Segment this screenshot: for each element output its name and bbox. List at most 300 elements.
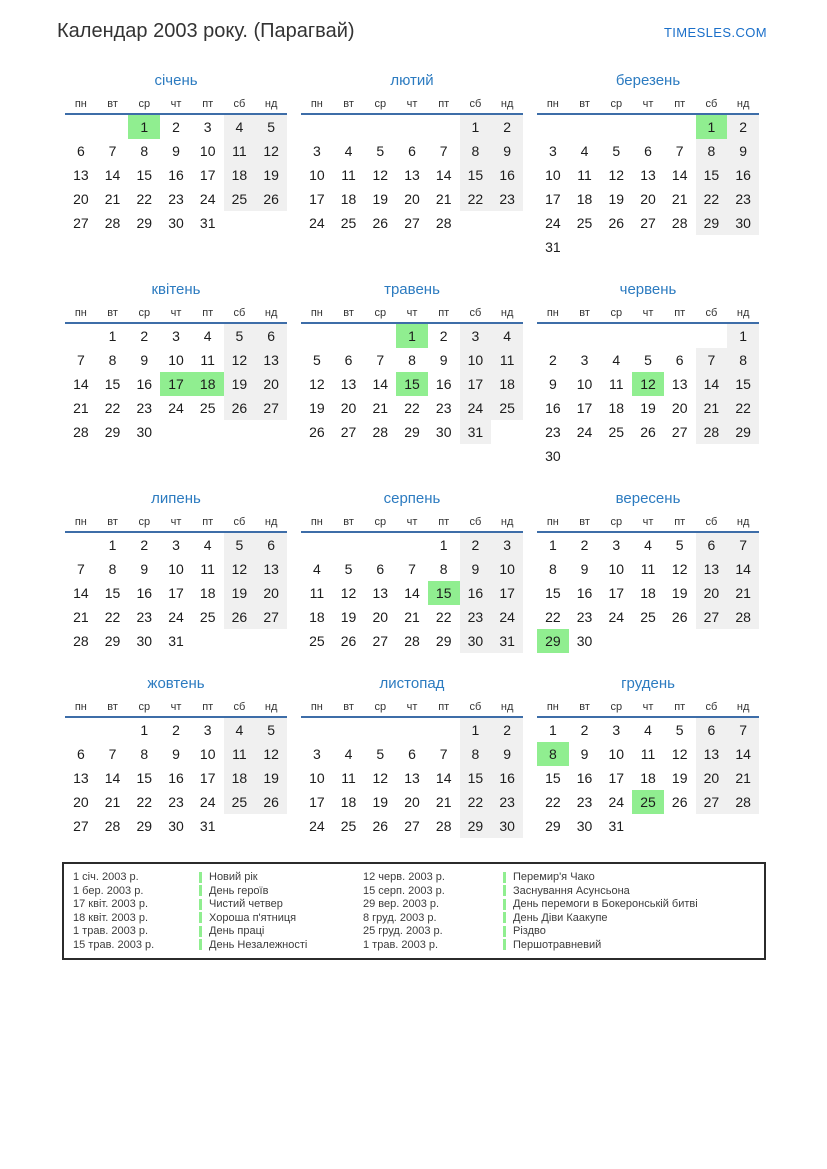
week-row xyxy=(537,790,759,814)
week-row xyxy=(537,420,759,444)
empty-day-cell xyxy=(664,324,696,348)
day-cell: 5 xyxy=(312,352,321,368)
weekday-label: пт xyxy=(674,516,686,528)
day-cell: 1 xyxy=(108,537,117,553)
day-cell: 14 xyxy=(73,376,89,392)
day-cell: 23 xyxy=(460,605,492,629)
day-cell: 11 xyxy=(609,376,624,392)
month-title-березень[interactable]: березень xyxy=(615,72,681,89)
day-cell: 30 xyxy=(136,633,153,649)
day-cell: 21 xyxy=(104,191,121,207)
week-row xyxy=(65,372,287,396)
day-cell: 15 xyxy=(460,163,492,187)
holiday-date: 1 трав. 2003 р. xyxy=(363,938,439,951)
day-cell: 6 xyxy=(376,561,385,577)
day-cell: 3 xyxy=(612,537,621,553)
holiday-date: 15 серп. 2003 р. xyxy=(363,884,445,897)
empty-day-cell xyxy=(569,324,601,348)
day-cell: 25 xyxy=(224,187,256,211)
weekday-label: вт xyxy=(107,516,118,528)
week-row xyxy=(65,605,287,629)
day-cell: 8 xyxy=(408,352,416,368)
day-cell: 11 xyxy=(224,139,256,163)
day-cell: 12 xyxy=(340,585,357,601)
day-cell: 6 xyxy=(76,143,85,159)
day-cell: 14 xyxy=(435,770,452,786)
day-cell: 13 xyxy=(404,167,420,183)
week-row xyxy=(65,790,287,814)
day-cell: 18 xyxy=(224,766,256,790)
day-cell: 13 xyxy=(696,742,728,766)
day-cell: 16 xyxy=(491,163,523,187)
day-cell: 1 xyxy=(548,722,557,738)
weekday-label: нд xyxy=(736,516,750,528)
weekday-label: чт xyxy=(406,307,418,319)
empty-day-cell xyxy=(428,115,460,139)
day-cell: 1 xyxy=(460,115,492,139)
month-block-червень xyxy=(537,281,759,468)
day-cell: 17 xyxy=(199,167,216,183)
day-cell: 17 xyxy=(309,794,325,810)
day-cell: 5 xyxy=(675,722,684,738)
weekday-label: вт xyxy=(343,516,354,528)
day-cell: 27 xyxy=(73,215,89,231)
holiday-date: 18 квіт. 2003 р. xyxy=(73,911,149,924)
empty-day-cell xyxy=(632,324,664,348)
empty-day-cell xyxy=(632,444,664,468)
week-row xyxy=(537,581,759,605)
holiday-tick-icon xyxy=(199,939,202,950)
holiday-date: 1 бер. 2003 р. xyxy=(73,884,144,897)
day-cell: 30 xyxy=(545,448,561,464)
week-row xyxy=(65,814,287,838)
weekday-label: сб xyxy=(469,701,482,713)
day-cell: 28 xyxy=(696,420,728,444)
week-row xyxy=(301,766,523,790)
day-cell: 28 xyxy=(104,818,121,834)
day-cell: 24 xyxy=(168,400,184,416)
day-cell: 1 xyxy=(108,328,117,344)
day-cell: 29 xyxy=(696,211,728,235)
day-cell: 3 xyxy=(172,328,180,344)
day-cell: 24 xyxy=(608,794,625,810)
week-row xyxy=(537,766,759,790)
day-cell: 4 xyxy=(312,561,321,577)
day-cell: 9 xyxy=(491,742,523,766)
week-row xyxy=(537,814,759,838)
day-cell: 22 xyxy=(460,187,492,211)
weekday-label: вт xyxy=(343,307,354,319)
day-cell: 22 xyxy=(435,609,452,625)
day-cell: 26 xyxy=(309,424,325,440)
weekday-label: ср xyxy=(138,307,151,319)
day-cell: 29 xyxy=(545,818,561,834)
holiday-tick-icon xyxy=(503,926,506,937)
weekday-label: чт xyxy=(170,516,182,528)
day-cell: 12 xyxy=(255,742,287,766)
day-cell: 13 xyxy=(404,770,420,786)
day-cell: 25 xyxy=(199,609,216,625)
day-cell: 7 xyxy=(408,561,416,577)
day-cell: 6 xyxy=(644,143,652,159)
day-cell: 12 xyxy=(224,557,256,581)
day-cell: 22 xyxy=(696,187,728,211)
day-cell: 10 xyxy=(608,746,625,762)
empty-day-cell xyxy=(696,444,728,468)
weekday-label: пт xyxy=(674,701,686,713)
empty-day-cell xyxy=(632,814,664,838)
month-title-грудень[interactable]: грудень xyxy=(621,675,675,692)
site-link[interactable]: TIMESLES.COM xyxy=(663,25,767,40)
day-cell: 18 xyxy=(608,400,625,416)
day-cell: 17 xyxy=(608,585,625,601)
day-cell: 2 xyxy=(140,328,149,344)
empty-day-cell xyxy=(664,115,696,139)
weekday-label: чт xyxy=(642,516,654,528)
day-cell: 22 xyxy=(104,400,121,416)
weekday-label: нд xyxy=(500,98,514,110)
day-cell: 26 xyxy=(372,818,389,834)
day-cell: 16 xyxy=(435,376,452,392)
day-cell: 10 xyxy=(576,376,593,392)
empty-day-cell xyxy=(600,444,632,468)
day-cell: 3 xyxy=(548,143,557,159)
empty-day-cell xyxy=(600,235,632,259)
day-cell: 17 xyxy=(309,191,325,207)
empty-day-cell xyxy=(632,629,664,653)
weekday-label: сб xyxy=(469,98,482,110)
weekday-label: ср xyxy=(374,701,387,713)
day-cell: 27 xyxy=(640,215,656,231)
empty-day-cell xyxy=(224,420,256,444)
day-cell: 29 xyxy=(104,633,121,649)
day-cell: 4 xyxy=(203,328,212,344)
day-cell: 19 xyxy=(309,400,325,416)
day-cell: 16 xyxy=(136,585,153,601)
weekday-label: пн xyxy=(74,701,87,713)
weekday-header-row xyxy=(301,701,523,718)
day-cell: 1 xyxy=(696,115,728,139)
day-cell: 20 xyxy=(372,609,389,625)
day-cell: 6 xyxy=(255,324,287,348)
empty-day-cell xyxy=(97,718,129,742)
empty-day-cell xyxy=(664,629,696,653)
weekday-label: пт xyxy=(674,307,686,319)
weekday-label: пн xyxy=(74,98,87,110)
day-cell: 9 xyxy=(172,143,180,159)
week-row xyxy=(537,444,759,468)
day-cell: 17 xyxy=(545,191,561,207)
holiday-entry xyxy=(199,898,363,911)
day-cell: 12 xyxy=(372,770,389,786)
month-block-березень xyxy=(537,72,759,259)
empty-day-cell xyxy=(664,444,696,468)
day-cell: 4 xyxy=(344,746,353,762)
weekday-label: пн xyxy=(546,98,559,110)
day-cell: 11 xyxy=(200,352,215,368)
week-row xyxy=(301,163,523,187)
weekday-header-row xyxy=(537,98,759,115)
month-title-квітень[interactable]: квітень xyxy=(151,281,201,298)
day-cell: 26 xyxy=(640,424,656,440)
day-cell: 7 xyxy=(439,143,448,159)
day-cell: 19 xyxy=(224,581,256,605)
day-cell: 8 xyxy=(460,139,492,163)
day-cell: 20 xyxy=(73,191,89,207)
day-cell: 29 xyxy=(727,420,759,444)
day-cell: 8 xyxy=(537,742,569,766)
day-cell: 8 xyxy=(439,561,448,577)
weekday-label: сб xyxy=(705,516,718,528)
day-cell: 2 xyxy=(727,115,759,139)
day-cell: 23 xyxy=(576,609,593,625)
week-row xyxy=(301,605,523,629)
empty-day-cell xyxy=(364,115,396,139)
week-row xyxy=(537,718,759,742)
day-cell: 2 xyxy=(491,115,523,139)
day-cell: 17 xyxy=(576,400,593,416)
day-cell: 8 xyxy=(696,139,728,163)
weekday-header-row xyxy=(537,516,759,533)
weekday-label: нд xyxy=(736,98,750,110)
day-cell: 24 xyxy=(608,609,625,625)
day-cell: 4 xyxy=(580,143,589,159)
empty-day-cell xyxy=(428,718,460,742)
day-cell: 1 xyxy=(140,722,149,738)
day-cell: 23 xyxy=(168,191,184,207)
day-cell: 10 xyxy=(545,167,561,183)
day-cell: 21 xyxy=(435,191,452,207)
day-cell: 3 xyxy=(460,324,492,348)
week-row xyxy=(537,742,759,766)
day-cell: 11 xyxy=(640,746,656,762)
week-row xyxy=(537,372,759,396)
day-cell: 10 xyxy=(460,348,492,372)
day-cell: 7 xyxy=(108,143,117,159)
month-title-червень[interactable]: червень xyxy=(619,281,677,298)
month-block-грудень xyxy=(537,675,759,838)
day-cell: 10 xyxy=(168,352,184,368)
day-cell: 7 xyxy=(675,143,684,159)
day-cell: 4 xyxy=(644,722,652,738)
day-cell: 14 xyxy=(696,372,728,396)
day-cell: 3 xyxy=(172,537,180,553)
empty-day-cell xyxy=(600,629,632,653)
holiday-tick-icon xyxy=(199,899,202,910)
day-cell: 20 xyxy=(340,400,357,416)
day-cell: 1 xyxy=(128,115,160,139)
day-cell: 18 xyxy=(340,794,357,810)
day-cell: 26 xyxy=(255,187,287,211)
empty-day-cell xyxy=(301,324,333,348)
day-cell: 12 xyxy=(608,167,625,183)
week-row xyxy=(65,211,287,235)
page-title: Календар 2003 року. (Парагвай) xyxy=(57,20,355,42)
month-title-вересень[interactable]: вересень xyxy=(615,490,681,507)
weekday-label: сб xyxy=(233,516,246,528)
day-cell: 1 xyxy=(460,718,492,742)
month-block-лютий xyxy=(301,72,523,235)
holiday-name-label: Першотравневий xyxy=(513,938,602,951)
day-cell: 24 xyxy=(491,605,523,629)
empty-day-cell xyxy=(537,324,569,348)
day-cell: 3 xyxy=(312,143,321,159)
day-cell: 9 xyxy=(140,352,149,368)
day-cell: 4 xyxy=(644,537,652,553)
day-cell: 20 xyxy=(671,400,688,416)
day-cell: 20 xyxy=(404,794,420,810)
day-cell: 28 xyxy=(404,633,420,649)
weekday-label: пн xyxy=(74,516,87,528)
week-row xyxy=(301,348,523,372)
week-row xyxy=(537,163,759,187)
holiday-date: 1 трав. 2003 р. xyxy=(73,925,149,937)
week-row xyxy=(301,742,523,766)
weekday-label: ср xyxy=(610,701,623,713)
holiday-tick-icon xyxy=(503,899,506,910)
holiday-tick-icon xyxy=(503,872,506,883)
day-cell: 24 xyxy=(199,794,216,810)
weekday-label: нд xyxy=(500,701,514,713)
day-cell: 25 xyxy=(199,400,216,416)
week-row xyxy=(537,557,759,581)
month-block-травень xyxy=(301,281,523,444)
day-cell: 16 xyxy=(545,400,561,416)
month-block-жовтень xyxy=(65,675,287,838)
day-cell: 16 xyxy=(460,581,492,605)
day-cell: 19 xyxy=(671,770,688,786)
day-cell: 9 xyxy=(727,139,759,163)
week-row xyxy=(537,533,759,557)
day-cell: 16 xyxy=(576,770,593,786)
day-cell: 15 xyxy=(545,585,561,601)
month-title-листопад[interactable]: листопад xyxy=(379,675,445,692)
day-cell: 6 xyxy=(696,718,728,742)
empty-day-cell xyxy=(301,533,333,557)
day-cell: 10 xyxy=(168,561,184,577)
weekday-label: ср xyxy=(374,98,387,110)
day-cell: 29 xyxy=(136,215,153,231)
empty-day-cell xyxy=(696,235,728,259)
weekday-label: сб xyxy=(705,701,718,713)
empty-day-cell xyxy=(664,235,696,259)
day-cell: 26 xyxy=(671,794,688,810)
empty-day-cell xyxy=(333,324,365,348)
weekday-label: нд xyxy=(500,307,514,319)
day-cell: 4 xyxy=(344,143,353,159)
day-cell: 9 xyxy=(140,561,149,577)
day-cell: 24 xyxy=(545,215,561,231)
day-cell: 17 xyxy=(199,770,216,786)
day-cell: 27 xyxy=(340,424,357,440)
day-cell: 12 xyxy=(224,348,256,372)
weekday-label: вт xyxy=(579,701,590,713)
day-cell: 4 xyxy=(612,352,621,368)
empty-day-cell xyxy=(569,115,601,139)
holiday-name-label: День Незалежності xyxy=(209,938,308,951)
day-cell: 20 xyxy=(255,581,287,605)
day-cell: 23 xyxy=(136,609,153,625)
day-cell: 13 xyxy=(340,376,357,392)
week-row xyxy=(301,420,523,444)
day-cell: 13 xyxy=(372,585,389,601)
empty-day-cell xyxy=(333,115,365,139)
weekday-label: пт xyxy=(438,307,450,319)
holiday-tick-icon xyxy=(199,872,202,883)
month-title-жовтень[interactable]: жовтень xyxy=(147,675,205,692)
empty-day-cell xyxy=(396,115,428,139)
day-cell: 31 xyxy=(168,633,184,649)
holiday-tick-icon xyxy=(503,939,506,950)
day-cell: 18 xyxy=(576,191,593,207)
weekday-label: пт xyxy=(674,98,686,110)
week-row xyxy=(537,605,759,629)
month-title-січень[interactable]: січень xyxy=(154,72,198,89)
day-cell: 10 xyxy=(199,143,216,159)
day-cell: 26 xyxy=(255,790,287,814)
week-row xyxy=(301,372,523,396)
day-cell: 8 xyxy=(108,352,117,368)
month-block-січень xyxy=(65,72,287,235)
day-cell: 19 xyxy=(671,585,688,601)
day-cell: 15 xyxy=(104,376,121,392)
holiday-entry xyxy=(503,939,755,952)
day-cell: 20 xyxy=(640,191,656,207)
day-cell: 29 xyxy=(537,629,569,653)
weekday-label: пн xyxy=(310,307,323,319)
day-cell: 19 xyxy=(640,400,656,416)
day-cell: 31 xyxy=(608,818,625,834)
weekday-label: вт xyxy=(579,516,590,528)
day-cell: 14 xyxy=(372,376,389,392)
month-title-травень[interactable]: травень xyxy=(384,281,440,298)
week-row xyxy=(65,629,287,653)
month-title-липень[interactable]: липень xyxy=(151,490,201,507)
week-row xyxy=(65,139,287,163)
month-title-серпень[interactable]: серпень xyxy=(383,490,441,507)
day-cell: 7 xyxy=(696,348,728,372)
empty-day-cell xyxy=(537,115,569,139)
weekday-header-row xyxy=(65,516,287,533)
week-row xyxy=(65,163,287,187)
day-cell: 15 xyxy=(136,167,153,183)
day-cell: 30 xyxy=(576,818,593,834)
empty-day-cell xyxy=(600,115,632,139)
weekday-label: вт xyxy=(107,701,118,713)
weekday-label: чт xyxy=(406,516,418,528)
day-cell: 14 xyxy=(104,167,121,183)
weekday-label: ср xyxy=(610,307,623,319)
month-title-лютий[interactable]: лютий xyxy=(390,72,434,89)
weekday-label: ср xyxy=(138,516,151,528)
day-cell: 11 xyxy=(341,167,356,183)
day-cell: 23 xyxy=(168,794,184,810)
day-cell: 22 xyxy=(727,396,759,420)
holiday-name-label: День праці xyxy=(209,925,265,937)
day-cell: 17 xyxy=(608,770,625,786)
empty-day-cell xyxy=(224,211,256,235)
empty-day-cell xyxy=(569,235,601,259)
empty-day-cell xyxy=(192,629,224,653)
day-cell: 25 xyxy=(576,215,593,231)
day-cell: 23 xyxy=(136,400,153,416)
week-row xyxy=(65,533,287,557)
day-cell: 21 xyxy=(73,609,89,625)
empty-day-cell xyxy=(301,718,333,742)
empty-day-cell xyxy=(632,115,664,139)
day-cell: 6 xyxy=(696,533,728,557)
empty-day-cell xyxy=(396,718,428,742)
